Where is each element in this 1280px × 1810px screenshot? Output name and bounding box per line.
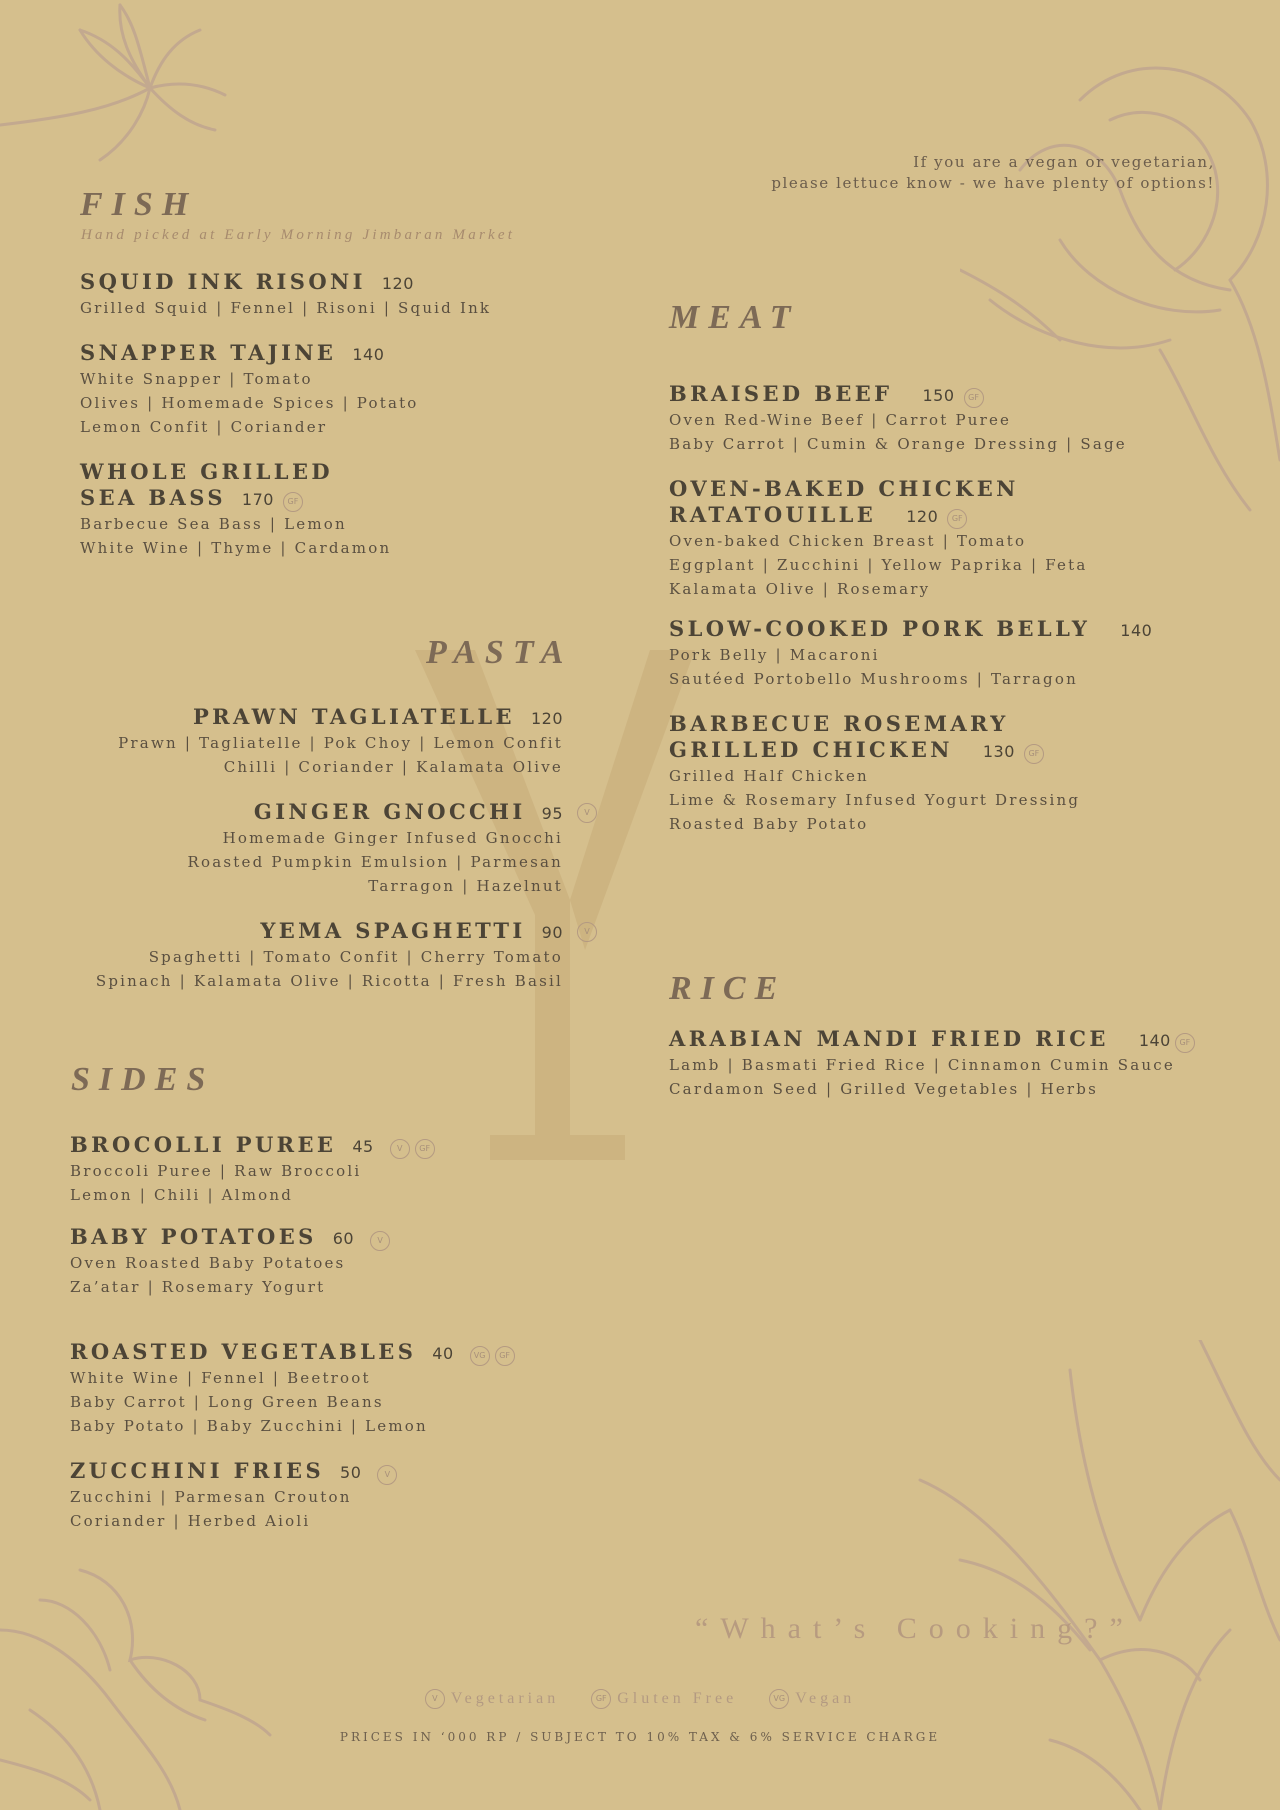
legend-label: Vegan (795, 1690, 856, 1707)
dish-description: Grilled Squid | Fennel | Risoni | Squid Ink (80, 299, 492, 317)
dish-name: ZUCCHINI FRIES (70, 1458, 325, 1483)
dish-price: 140 (1120, 621, 1153, 640)
dish-description: Baby Carrot | Cumin & Orange Dressing | Sage (669, 435, 1127, 453)
dish-description: Cardamon Seed | Grilled Vegetables | Herbs (669, 1080, 1099, 1098)
dish-description: Pork Belly | Macaroni (669, 646, 880, 664)
dish-description: Chilli | Coriander | Kalamata Olive (223, 758, 563, 776)
dish-description: White Snapper | Tomato (80, 370, 313, 388)
dish-braised-beef (669, 382, 1127, 456)
dish-roasted-vegetables (70, 1340, 515, 1438)
dish-name: YEMA SPAGHETTI (260, 918, 526, 943)
dish-price: 45 (352, 1137, 374, 1156)
dish-name: SLOW-COOKED PORK BELLY (669, 616, 1091, 641)
dish-zucchini-fries (70, 1459, 397, 1533)
dish-price: 120 (906, 507, 939, 526)
gluten-free-badge-icon: GF (1175, 1033, 1195, 1053)
dish-price: 120 (381, 274, 414, 293)
fish-section-subtitle: Hand picked at Early Morning Jimbaran Market (81, 227, 516, 243)
dish-description: Eggplant | Zucchini | Yellow Paprika | Feta (669, 556, 1088, 574)
vegetarian-badge-icon: V (577, 803, 597, 823)
dish-name: PRAWN TAGLIATELLE (192, 704, 515, 729)
dish-description: Spaghetti | Tomato Confit | Cherry Tomato (148, 948, 563, 966)
dish-oven-baked-chicken-ratatouille (669, 477, 1087, 601)
dish-price: 120 (530, 709, 563, 728)
vegetarian-badge-icon: V (377, 1465, 397, 1485)
dish-ginger-gnocchi (187, 799, 590, 898)
dish-description: Oven Red-Wine Beef | Carrot Puree (669, 411, 1012, 429)
dish-name: SQUID INK RISONI (80, 269, 366, 294)
dish-slow-cooked-pork-belly (669, 617, 1152, 691)
gluten-free-badge-icon: GF (964, 388, 984, 408)
sides-section-title: SIDES (71, 1061, 215, 1098)
dish-name: BABY POTATOES (70, 1224, 317, 1249)
dish-description: Baby Potato | Baby Zucchini | Lemon (70, 1417, 428, 1435)
gluten-free-badge-icon: GF (415, 1139, 435, 1159)
dish-snapper-tajine (80, 341, 419, 439)
gluten-free-badge-icon: GF (947, 509, 967, 529)
dish-description: Kalamata Olive | Rosemary (669, 580, 931, 598)
price-footnote: PRICES IN ‘000 RP / SUBJECT TO 10% TAX & 6% SERVICE CHARGE (339, 1730, 941, 1744)
dish-name: BROCOLLI PUREE (70, 1132, 337, 1157)
dish-description: Tarragon | Hazelnut (368, 877, 563, 895)
dietary-legend (0, 1689, 1280, 1709)
dish-price: 95 (541, 804, 563, 823)
dish-description: Coriander | Herbed Aioli (70, 1512, 311, 1530)
fish-section-title: FISH (80, 186, 198, 223)
dish-description: Lemon | Chili | Almond (70, 1186, 294, 1204)
dish-name-line-1: OVEN-BAKED CHICKEN (669, 476, 1019, 501)
vegan-badge-icon: VG (769, 1689, 789, 1709)
dish-name: BRAISED BEEF (669, 381, 893, 406)
vegan-note-line-2: please lettuce know - we have plenty of options! (771, 174, 1215, 192)
dish-whole-grilled-sea-bass (80, 460, 391, 560)
dish-price: 90 (541, 923, 563, 942)
dish-price: 50 (340, 1463, 362, 1482)
dish-name: GRILLED CHICKEN (669, 737, 953, 762)
gluten-free-badge-icon: GF (1024, 744, 1044, 764)
dish-price: 130 (982, 742, 1015, 761)
vegan-badge-icon: VG (470, 1346, 490, 1366)
dish-description: Roasted Baby Potato (669, 815, 869, 833)
dish-name-line-1: BARBECUE ROSEMARY (669, 711, 1009, 736)
dish-yema-spaghetti (95, 918, 590, 993)
floral-top-left-decoration (0, 0, 240, 200)
dish-description: Broccoli Puree | Raw Broccoli (70, 1162, 362, 1180)
vegan-note (771, 152, 1215, 194)
dish-squid-ink-risoni (80, 270, 491, 320)
dish-description: Sautéed Portobello Mushrooms | Tarragon (669, 670, 1078, 688)
dish-price: 140 (1138, 1031, 1171, 1050)
dish-description: White Wine | Fennel | Beetroot (70, 1369, 371, 1387)
legend-label: Vegetarian (450, 1690, 560, 1707)
legend-label: Gluten Free (617, 1690, 738, 1707)
dish-description: Spinach | Kalamata Olive | Ricotta | Fresh Basil (95, 972, 563, 990)
dish-arabian-mandi-fried-rice (669, 1027, 1195, 1101)
dish-brocolli-puree (70, 1133, 435, 1207)
dish-price: 60 (332, 1229, 355, 1248)
legend-item-gluten-free (591, 1690, 737, 1707)
dish-price: 40 (432, 1344, 454, 1363)
vegetarian-badge-icon: V (370, 1231, 390, 1251)
dish-name: ROASTED VEGETABLES (70, 1339, 417, 1364)
dish-description: Zucchini | Parmesan Crouton (70, 1488, 352, 1506)
dish-description: Lamb | Basmati Fried Rice | Cinnamon Cumin Sauce (669, 1056, 1175, 1074)
dish-description: Homemade Ginger Infused Gnocchi (222, 829, 563, 847)
pasta-section-title: PASTA (426, 634, 573, 671)
floral-bottom-left-decoration (0, 1560, 300, 1810)
meat-section-title: MEAT (669, 299, 800, 336)
rice-section-title: RICE (669, 970, 787, 1007)
dish-name: GINGER GNOCCHI (253, 799, 526, 824)
dish-description: Prawn | Tagliatelle | Pok Choy | Lemon Confit (118, 734, 563, 752)
dish-description: Lime & Rosemary Infused Yogurt Dressing (669, 791, 1081, 809)
dish-description: Za’atar | Rosemary Yogurt (70, 1278, 326, 1296)
dish-description: Lemon Confit | Coriander (80, 418, 328, 436)
dish-name-line-1: WHOLE GRILLED (80, 459, 333, 484)
gluten-free-badge-icon: GF (591, 1689, 611, 1709)
dish-description: Oven-baked Chicken Breast | Tomato (669, 532, 1027, 550)
dish-name: SNAPPER TAJINE (80, 340, 337, 365)
dish-barbecue-rosemary-grilled-chicken (669, 712, 1080, 836)
dish-description: Barbecue Sea Bass | Lemon (80, 515, 347, 533)
dish-description: Baby Carrot | Long Green Beans (70, 1393, 384, 1411)
dish-name: SEA BASS (80, 485, 226, 510)
dish-name: ARABIAN MANDI FRIED RICE (669, 1026, 1109, 1051)
dish-price: 170 (241, 490, 274, 509)
dish-description: White Wine | Thyme | Cardamon (80, 539, 392, 557)
legend-item-vegetarian (425, 1690, 559, 1707)
vegetarian-badge-icon: V (425, 1689, 445, 1709)
gluten-free-badge-icon: GF (283, 492, 303, 512)
dish-price: 140 (352, 345, 385, 364)
dish-description: Oven Roasted Baby Potatoes (70, 1254, 346, 1272)
dish-prawn-tagliatelle (118, 705, 563, 779)
dish-description: Roasted Pumpkin Emulsion | Parmesan (187, 853, 563, 871)
legend-item-vegan (769, 1690, 855, 1707)
dish-description: Olives | Homemade Spices | Potato (80, 394, 419, 412)
gluten-free-badge-icon: GF (495, 1346, 515, 1366)
vegetarian-badge-icon: V (577, 922, 597, 942)
dish-name: RATATOUILLE (669, 502, 877, 527)
vegan-note-line-1: If you are a vegan or vegetarian, (913, 153, 1215, 171)
dish-price: 150 (922, 386, 955, 405)
vegetarian-badge-icon: V (390, 1139, 410, 1159)
dish-baby-potatoes (70, 1225, 390, 1299)
dish-description: Grilled Half Chicken (669, 767, 869, 785)
whats-cooking-quote: “What’s Cooking?” (695, 1612, 1135, 1645)
